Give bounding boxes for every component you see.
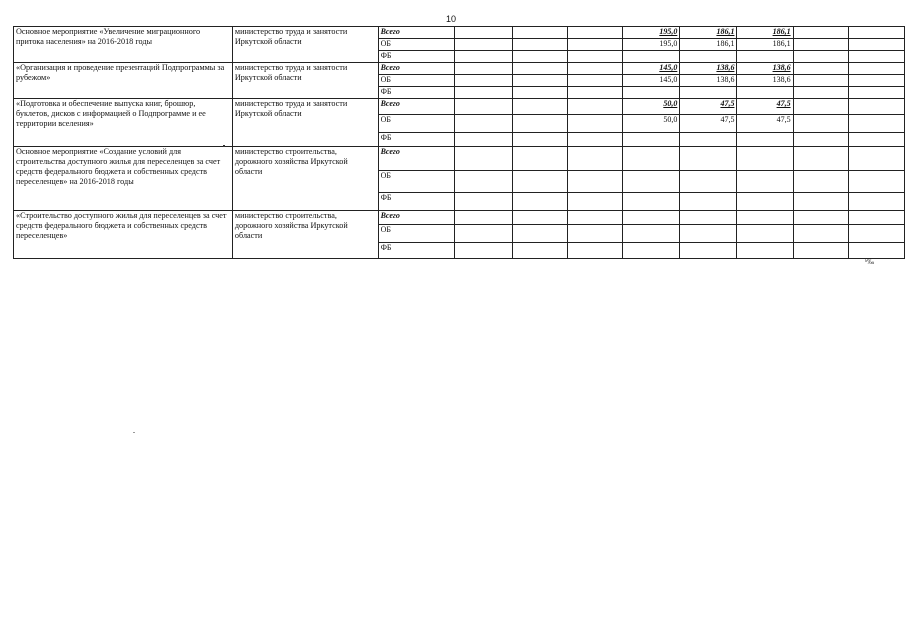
funding-source-cell: ОБ [378,75,455,87]
amount-cell [793,211,849,225]
amount-cell [849,147,905,171]
amount-cell [567,211,623,225]
amount-cell [512,39,567,51]
funding-source-cell: ФБ [378,133,455,147]
amount-cell [680,133,737,147]
amount-cell [793,51,849,63]
amount-cell [455,225,513,243]
amount-cell [849,225,905,243]
amount-cell [455,75,513,87]
amount-cell [623,133,680,147]
amount-cell [512,133,567,147]
amount-cell: 138,6 [737,75,793,87]
amount-cell [512,211,567,225]
amount-cell [849,193,905,211]
amount-cell [512,193,567,211]
amount-cell [623,171,680,193]
funding-source-cell: Всего [378,63,455,75]
amount-cell [567,115,623,133]
amount-cell [849,27,905,39]
amount-cell: 186,1 [680,27,737,39]
amount-cell [455,115,513,133]
page-number: 10 [446,14,457,24]
amount-cell: 145,0 [623,63,680,75]
table-row [14,211,905,225]
amount-cell [455,99,513,115]
amount-cell: 186,1 [737,27,793,39]
amount-cell [512,75,567,87]
amount-cell [793,133,849,147]
amount-cell [567,147,623,171]
amount-cell [737,225,793,243]
funding-source-cell: ФБ [378,243,455,259]
activity-name-cell: Основное мероприятие «Создание условий для строительства доступного жилья для переселенцев за счет средств федерального бюджета и собственных средств переселенцев» на 2016-2018 годы [14,147,233,211]
amount-cell [512,63,567,75]
edge-mark: ᵇ‰ [865,258,875,266]
amount-cell [512,99,567,115]
amount-cell [849,211,905,225]
amount-cell: 47,5 [737,99,793,115]
executor-cell: министерство труда и занятости Иркутской области [232,63,378,99]
executor-cell: министерство строительства, дорожного хозяйства Иркутской области [232,147,378,211]
amount-cell [623,211,680,225]
funding-source-cell: Всего [378,147,455,171]
amount-cell [623,225,680,243]
amount-cell [793,99,849,115]
amount-cell [455,87,513,99]
funding-source-cell: ФБ [378,87,455,99]
amount-cell [623,243,680,259]
amount-cell [455,147,513,171]
amount-cell [849,75,905,87]
amount-cell [737,133,793,147]
amount-cell: 50,0 [623,115,680,133]
amount-cell [512,27,567,39]
funding-source-cell: ОБ [378,225,455,243]
funding-table [13,26,905,259]
amount-cell [455,63,513,75]
executor-cell: министерство труда и занятости Иркутской области [232,99,378,147]
stray-mark [223,145,225,147]
amount-cell [849,171,905,193]
amount-cell [793,225,849,243]
amount-cell [455,193,513,211]
funding-source-cell: ОБ [378,115,455,133]
amount-cell [793,115,849,133]
amount-cell [567,39,623,51]
amount-cell [680,243,737,259]
funding-source-cell: ОБ [378,171,455,193]
amount-cell [849,87,905,99]
amount-cell [849,115,905,133]
table-row [14,99,905,115]
amount-cell [849,133,905,147]
amount-cell [455,39,513,51]
amount-cell [849,99,905,115]
amount-cell [793,75,849,87]
activity-name-cell: Основное мероприятие «Увеличение миграционного притока населения» на 2016-2018 годы [14,27,233,63]
funding-source-cell: Всего [378,99,455,115]
amount-cell [849,63,905,75]
table-row [14,147,905,171]
amount-cell [793,147,849,171]
amount-cell [680,211,737,225]
amount-cell [512,171,567,193]
activity-name-cell: «Организация и проведение презентаций Подпрограммы за рубежом» [14,63,233,99]
amount-cell [849,243,905,259]
table-body [14,27,905,259]
amount-cell: 50,0 [623,99,680,115]
amount-cell [512,243,567,259]
amount-cell: 145,0 [623,75,680,87]
amount-cell [737,193,793,211]
amount-cell [455,171,513,193]
amount-cell [567,99,623,115]
amount-cell [793,87,849,99]
amount-cell [737,171,793,193]
amount-cell [680,147,737,171]
amount-cell [512,225,567,243]
amount-cell [455,243,513,259]
amount-cell [512,147,567,171]
amount-cell [567,27,623,39]
amount-cell [793,243,849,259]
amount-cell [567,243,623,259]
amount-cell: 138,6 [680,63,737,75]
amount-cell: 195,0 [623,27,680,39]
amount-cell [567,225,623,243]
amount-cell [793,193,849,211]
amount-cell [737,147,793,171]
table-row [14,63,905,75]
amount-cell [680,51,737,63]
amount-cell [680,171,737,193]
amount-cell [567,63,623,75]
amount-cell [567,87,623,99]
amount-cell [849,51,905,63]
amount-cell: 138,6 [737,63,793,75]
amount-cell [793,63,849,75]
funding-source-cell: ОБ [378,39,455,51]
executor-cell: министерство труда и занятости Иркутской области [232,27,378,63]
amount-cell [455,27,513,39]
funding-source-cell: ФБ [378,51,455,63]
amount-cell [455,211,513,225]
scan-speck [133,432,135,433]
amount-cell [680,225,737,243]
amount-cell [567,193,623,211]
amount-cell [567,75,623,87]
amount-cell [512,115,567,133]
amount-cell [623,87,680,99]
amount-cell [793,39,849,51]
amount-cell: 138,6 [680,75,737,87]
amount-cell: 47,5 [737,115,793,133]
amount-cell [567,133,623,147]
funding-source-cell: ФБ [378,193,455,211]
amount-cell [455,133,513,147]
amount-cell: 47,5 [680,99,737,115]
amount-cell [567,171,623,193]
amount-cell: 47,5 [680,115,737,133]
funding-source-cell: Всего [378,211,455,225]
amount-cell [512,51,567,63]
amount-cell [737,87,793,99]
amount-cell [737,211,793,225]
amount-cell [849,39,905,51]
amount-cell [623,51,680,63]
funding-source-cell: Всего [378,27,455,39]
amount-cell [567,51,623,63]
amount-cell: 186,1 [680,39,737,51]
amount-cell [623,193,680,211]
amount-cell [623,147,680,171]
amount-cell [455,51,513,63]
amount-cell [793,27,849,39]
amount-cell [737,243,793,259]
activity-name-cell: «Подготовка и обеспечение выпуска книг, брошюр, буклетов, дисков с информацией о Подпрограмме и ее территории вселения» [14,99,233,147]
amount-cell [793,171,849,193]
amount-cell: 195,0 [623,39,680,51]
amount-cell [680,87,737,99]
amount-cell [680,193,737,211]
amount-cell [512,87,567,99]
activity-name-cell: «Строительство доступного жилья для переселенцев за счет средств федерального бюджета и собственных средств переселенцев» [14,211,233,259]
executor-cell: министерство строительства, дорожного хозяйства Иркутской области [232,211,378,259]
table-row [14,27,905,39]
amount-cell [737,51,793,63]
amount-cell: 186,1 [737,39,793,51]
